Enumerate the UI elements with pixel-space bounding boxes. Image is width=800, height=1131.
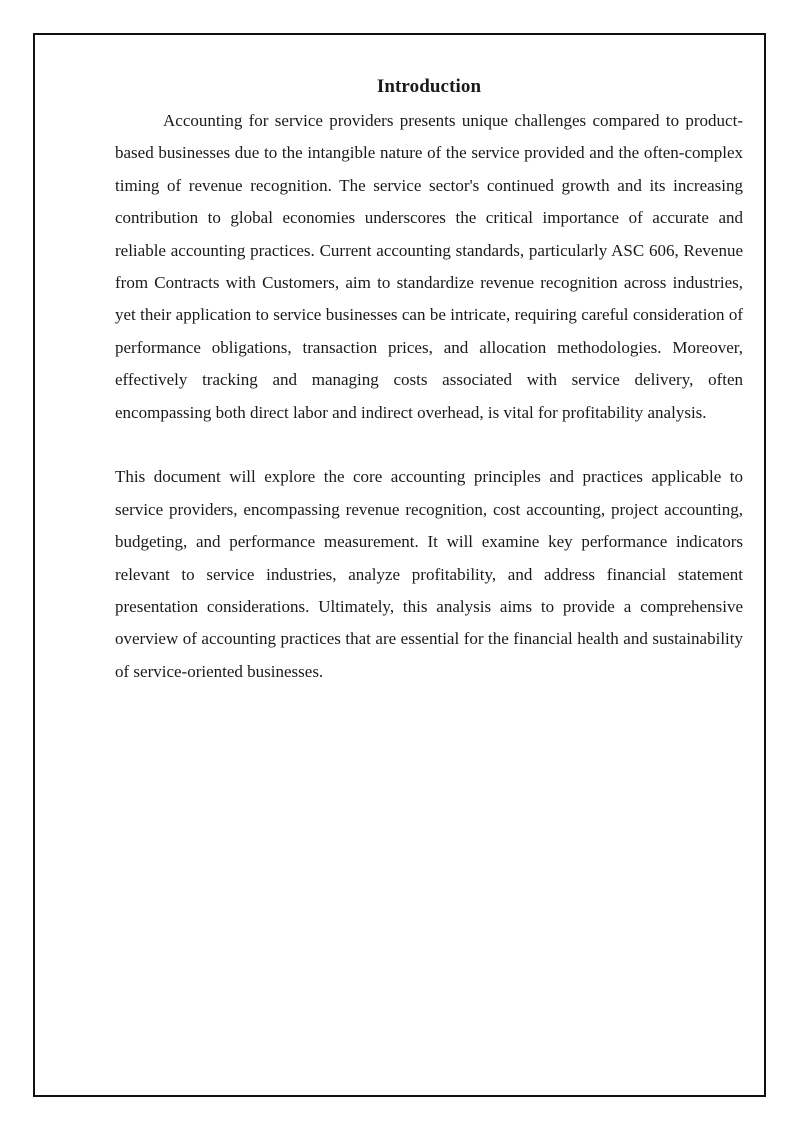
document-body xyxy=(115,74,743,688)
document-title: Introduction xyxy=(376,76,482,97)
paragraph-1: Accounting for service providers presents unique challenges compared to product-based businesses due to the intangible nature of the service provided and the often-complex timing of revenue recognition. The service sector's continued growth and its increasing contribution to global economies underscores the critical importance of accurate and reliable accounting practices. Current accounting standards, particularly ASC 606, Revenue from Contracts with Customers, aim to standardize revenue recognition across industries, yet their application to service businesses can be intricate, requiring careful consideration of performance obligations, transaction prices, and allocation methodologies. Moreover, effectively tracking and managing costs associated with service delivery, often encompassing both direct labor and indirect overhead, is vital for profitability analysis. xyxy=(115,111,743,422)
paragraph-2: This document will explore the core accounting principles and practices applicable to service providers, encompassing revenue recognition, cost accounting, project accounting, budgeting, and performance measurement. It will examine key performance indicators relevant to service industries, analyze profitability, and address financial statement presentation considerations. Ultimately, this analysis aims to provide a comprehensive overview of accounting practices that are essential for the financial health and sustainability of service-oriented businesses. xyxy=(115,467,743,681)
paragraph-spacer xyxy=(115,429,743,461)
